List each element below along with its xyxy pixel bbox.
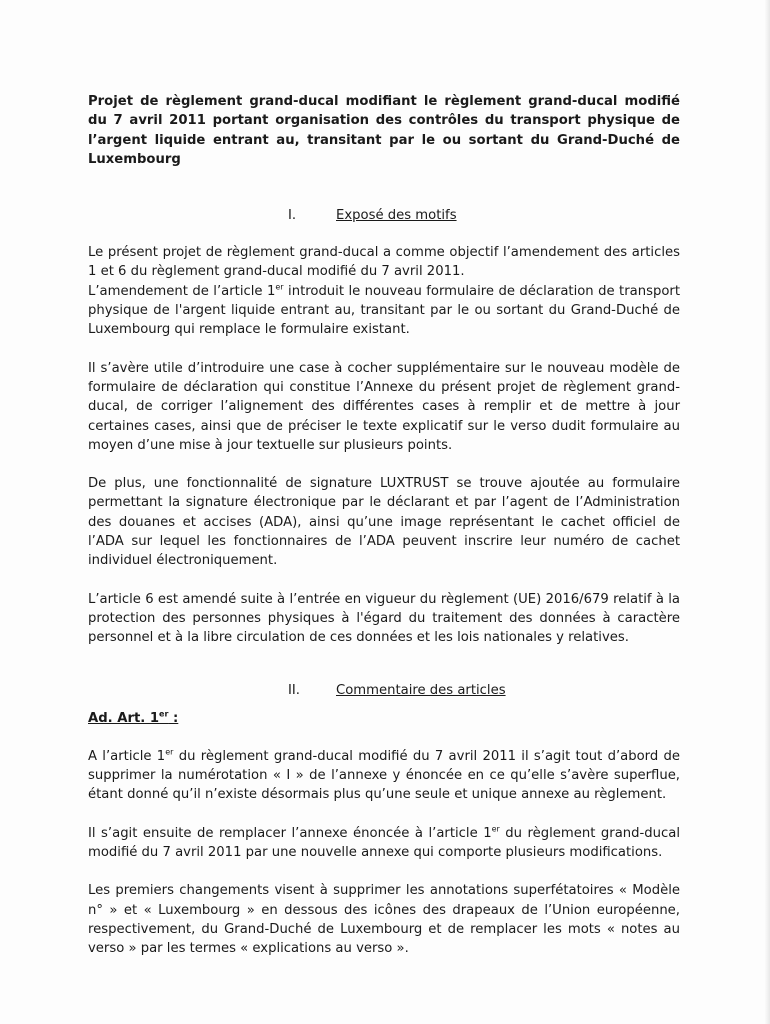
paragraph-luxtrust: De plus, une fonctionnalité de signature LUXTRUST se trouve ajoutée au formulaire permettant la signature électronique par le déclarant et par l’agent de l’Administration des douanes et accises (ADA), ainsi qu’une image représentant le cachet officiel de l’ADA sur lequel les fonctionnaires de l’ADA peuvent inscrire leur numéro de cachet individuel électroniquement. [88,476,680,569]
paragraph-first-changes: Les premiers changements visent à supprimer les annotations superfétatoires « Modèle n° » et « Luxembourg » en dessous des icônes des drapeaux de l’Union européenne, respectivement, du Grand-Duché de Luxembourg et de remplacer les mots « notes au verso » par les termes « explications au verso ». [88,883,680,957]
paragraph-numbering: A l’article 1er du règlement grand-ducal modifié du 7 avril 2011 il s’agit tout d’abord de supprimer la numérotation « I » de l’annexe y énoncée en ce qu’elle s’avère superflue, étant donné qu’il n’existe désormais plus qu’une seule et unique annexe au règlement. [88,747,680,803]
document-title: Projet de règlement grand-ducal modifiant le règlement grand-ducal modifié du 7 avril 2011 portant organisation des contrôles du transport physique de l’argent liquide entrant au, transitant par le ou sortant du Grand-Duché de Luxembourg [88,94,680,167]
document-body [88,92,680,959]
page-edge-shadow [764,0,770,1024]
section-heading-commentaire [88,681,680,701]
paragraph-objective: Le présent projet de règlement grand-ducal a comme objectif l’amendement des articles 1 et 6 du règlement grand-ducal modifié du 7 avril 2011. [88,245,680,280]
section-label: Exposé des motifs [336,208,457,224]
section-number: I. [288,208,297,224]
paragraph-amendment-art1: L’amendement de l’article 1er introduit le nouveau formulaire de déclaration de transport physique de l'argent liquide entrant au, transitant par le ou sortant du Grand-Duché de Luxembourg qui remplace le formulaire existant. [88,282,680,338]
section-number: II. [288,682,300,698]
section-heading-exposé [88,206,680,226]
paragraph-article6: L’article 6 est amendé suite à l’entrée en vigueur du règlement (UE) 2016/679 relatif à la protection des personnes physiques à l'égard du traitement des données à caractère personnel et à la libre circulation de ces données et les lois nationales y relatives. [88,591,680,646]
paragraph-checkbox: Il s’avère utile d’introduire une case à cocher supplémentaire sur le nouveau modèle de formulaire de déclaration qui constitue l’Annexe du présent projet de règlement grand-ducal, de corriger l’alignement des différentes cases à remplir et de mettre à jour certaines cases, ainsi que de préciser le texte explicatif sur le verso dudit formulaire au moyen d’une mise à jour textuelle sur plusieurs points. [88,360,680,453]
section-label: Commentaire des articles [336,682,506,698]
article-heading: Ad. Art. 1er : [88,709,179,726]
paragraph-replace-annex: Il s’agit ensuite de remplacer l’annexe énoncée à l’article 1er du règlement grand-ducal modifié du 7 avril 2011 par une nouvelle annexe qui comporte plusieurs modifications. [88,824,680,861]
